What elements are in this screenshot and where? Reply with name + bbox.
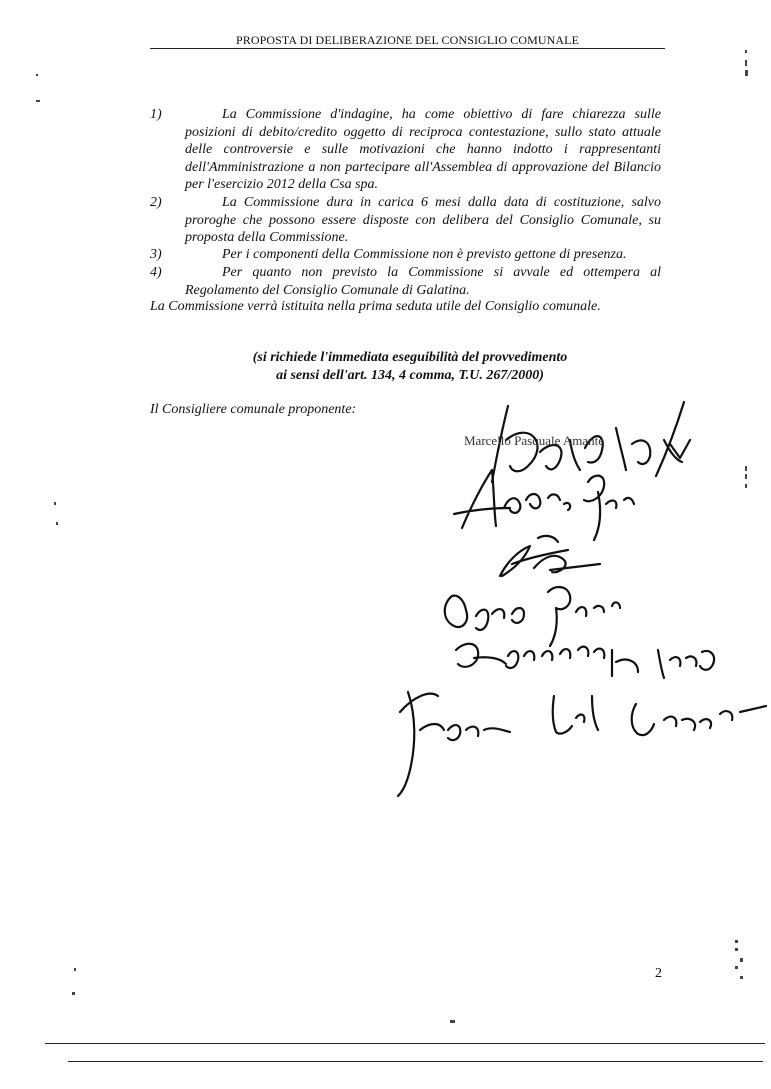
page-number: 2 bbox=[655, 966, 662, 981]
item-text: La Commissione d'indagine, ha come obiettivo di fare chiarezza sulle posizioni di debito/credito oggetto di reciproca contestazione, sullo stato attuale delle controversie e sulle motivazioni che hanno indotto i rappresentanti dell'Amministrazione a non partecipare all'Assemblea di approvazione del Bilancio per l'esercizio 2012 della Csa spa. bbox=[185, 107, 661, 192]
signature-printed-name: Marcello Pasquale Amante bbox=[464, 433, 605, 448]
immediate-execution-line-1: (si richiede l'immediata eseguibilità del provvedimento bbox=[252, 350, 568, 365]
immediate-execution-line-2: ai sensi dell'art. 134, 4 comma, T.U. 267/2000) bbox=[276, 368, 544, 383]
item-text: Per i componenti della Commissione non è previsto gettone di presenza. bbox=[222, 247, 627, 262]
item-number: 1) bbox=[150, 107, 162, 122]
item-number: 4) bbox=[150, 265, 162, 280]
item-text: Per quanto non previsto la Commissione si avvale ed ottempera al Regolamento del Consiglio Comunale di Galatina. bbox=[185, 265, 661, 298]
closing-note: La Commissione verrà istituita nella prima seduta utile del Consiglio comunale. bbox=[150, 299, 601, 314]
item-text: La Commissione dura in carica 6 mesi dalla data di costituzione, salvo proroghe che possono essere disposte con delibera del Consiglio Comunale, su proposta della Commissione. bbox=[185, 195, 661, 245]
item-number: 2) bbox=[150, 195, 162, 210]
header-title: PROPOSTA DI DELIBERAZIONE DEL CONSIGLIO COMUNALE bbox=[235, 33, 580, 47]
item-number: 3) bbox=[150, 247, 162, 262]
proposer-label: Il Consigliere comunale proponente: bbox=[150, 402, 357, 417]
